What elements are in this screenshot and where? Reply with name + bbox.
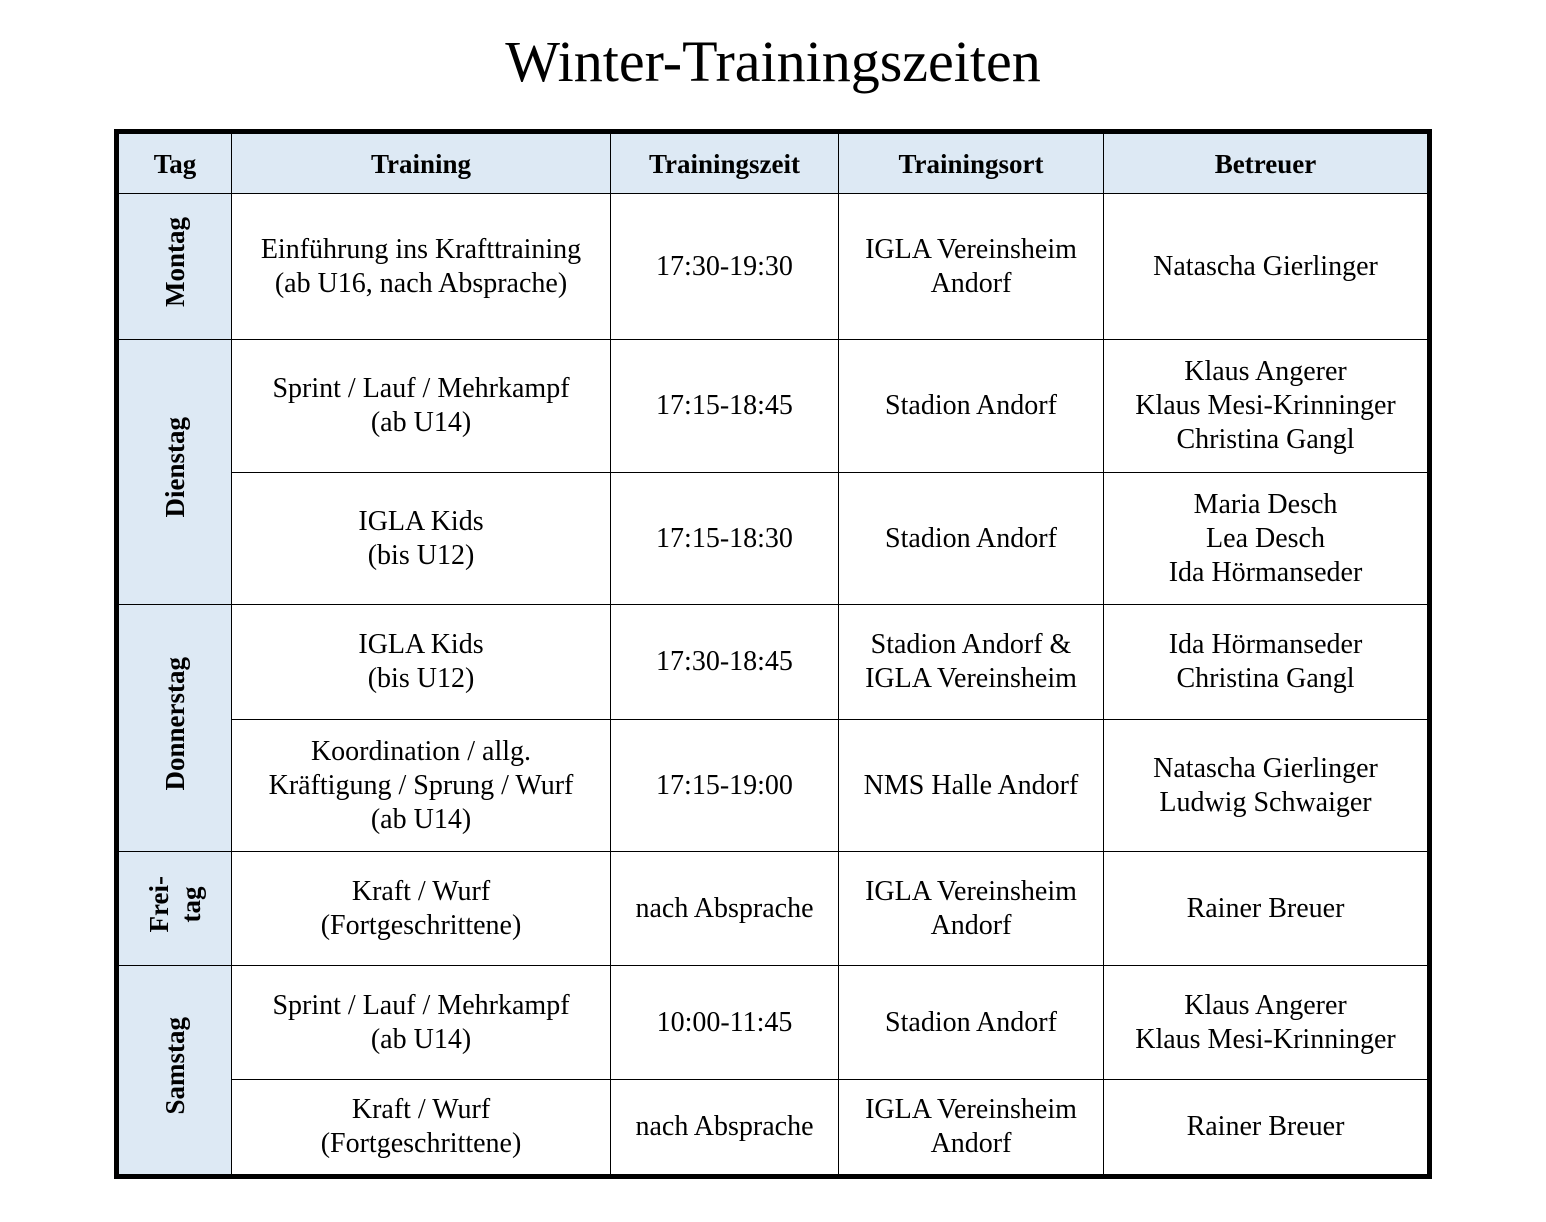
page-title: Winter-Trainingszeiten [505, 29, 1041, 94]
training-schedule-table [114, 129, 1432, 1179]
day-label: Dienstag [160, 417, 190, 518]
location-cell: IGLA Vereinsheim Andorf [839, 852, 1104, 966]
coach-cell: Rainer Breuer [1104, 852, 1430, 966]
table-row [117, 720, 1430, 852]
table-row [117, 605, 1430, 720]
time-cell: 10:00-11:45 [611, 966, 839, 1080]
training-cell: IGLA Kids (bis U12) [232, 473, 611, 605]
location-cell: NMS Halle Andorf [839, 720, 1104, 852]
day-label: Samstag [160, 1016, 190, 1115]
table-row [117, 194, 1430, 340]
location-cell: Stadion Andorf [839, 340, 1104, 473]
training-cell: Sprint / Lauf / Mehrkampf (ab U14) [232, 340, 611, 473]
coach-cell: Klaus Angerer Klaus Mesi-Krinninger Christina Gangl [1104, 340, 1430, 473]
header-row [117, 132, 1430, 194]
training-cell: Einführung ins Krafttraining (ab U16, nach Absprache) [232, 194, 611, 340]
day-label: Montag [160, 217, 190, 307]
header-trainingszeit: Trainingszeit [611, 132, 839, 194]
coach-cell: Natascha Gierlinger [1104, 194, 1430, 340]
header-training: Training [232, 132, 611, 194]
coach-cell: Rainer Breuer [1104, 1080, 1430, 1177]
table-row [117, 966, 1430, 1080]
day-cell-samstag [117, 966, 232, 1177]
location-cell: Stadion Andorf [839, 473, 1104, 605]
day-label: Frei- tag [144, 875, 206, 933]
location-cell: Stadion Andorf & IGLA Vereinsheim [839, 605, 1104, 720]
location-cell: Stadion Andorf [839, 966, 1104, 1080]
time-cell: 17:30-18:45 [611, 605, 839, 720]
coach-cell: Klaus Angerer Klaus Mesi-Krinninger [1104, 966, 1430, 1080]
time-cell: nach Absprache [611, 1080, 839, 1177]
day-cell-dienstag [117, 340, 232, 605]
table-row [117, 1080, 1430, 1177]
day-cell-montag [117, 194, 232, 340]
time-cell: nach Absprache [611, 852, 839, 966]
header-betreuer: Betreuer [1104, 132, 1430, 194]
time-cell: 17:15-18:30 [611, 473, 839, 605]
table-row [117, 473, 1430, 605]
location-cell: IGLA Vereinsheim Andorf [839, 1080, 1104, 1177]
time-cell: 17:15-18:45 [611, 340, 839, 473]
day-label: Donnerstag [160, 656, 190, 791]
time-cell: 17:15-19:00 [611, 720, 839, 852]
training-cell: IGLA Kids (bis U12) [232, 605, 611, 720]
coach-cell: Ida Hörmanseder Christina Gangl [1104, 605, 1430, 720]
location-cell: IGLA Vereinsheim Andorf [839, 194, 1104, 340]
header-tag: Tag [117, 132, 232, 194]
header-trainingsort: Trainingsort [839, 132, 1104, 194]
day-cell-freitag [117, 852, 232, 966]
table-row [117, 340, 1430, 473]
coach-cell: Natascha Gierlinger Ludwig Schwaiger [1104, 720, 1430, 852]
table-row [117, 852, 1430, 966]
training-cell: Kraft / Wurf (Fortgeschrittene) [232, 1080, 611, 1177]
training-cell: Kraft / Wurf (Fortgeschrittene) [232, 852, 611, 966]
training-cell: Koordination / allg. Kräftigung / Sprung / Wurf (ab U14) [232, 720, 611, 852]
coach-cell: Maria Desch Lea Desch Ida Hörmanseder [1104, 473, 1430, 605]
training-cell: Sprint / Lauf / Mehrkampf (ab U14) [232, 966, 611, 1080]
day-cell-donnerstag [117, 605, 232, 852]
time-cell: 17:30-19:30 [611, 194, 839, 340]
